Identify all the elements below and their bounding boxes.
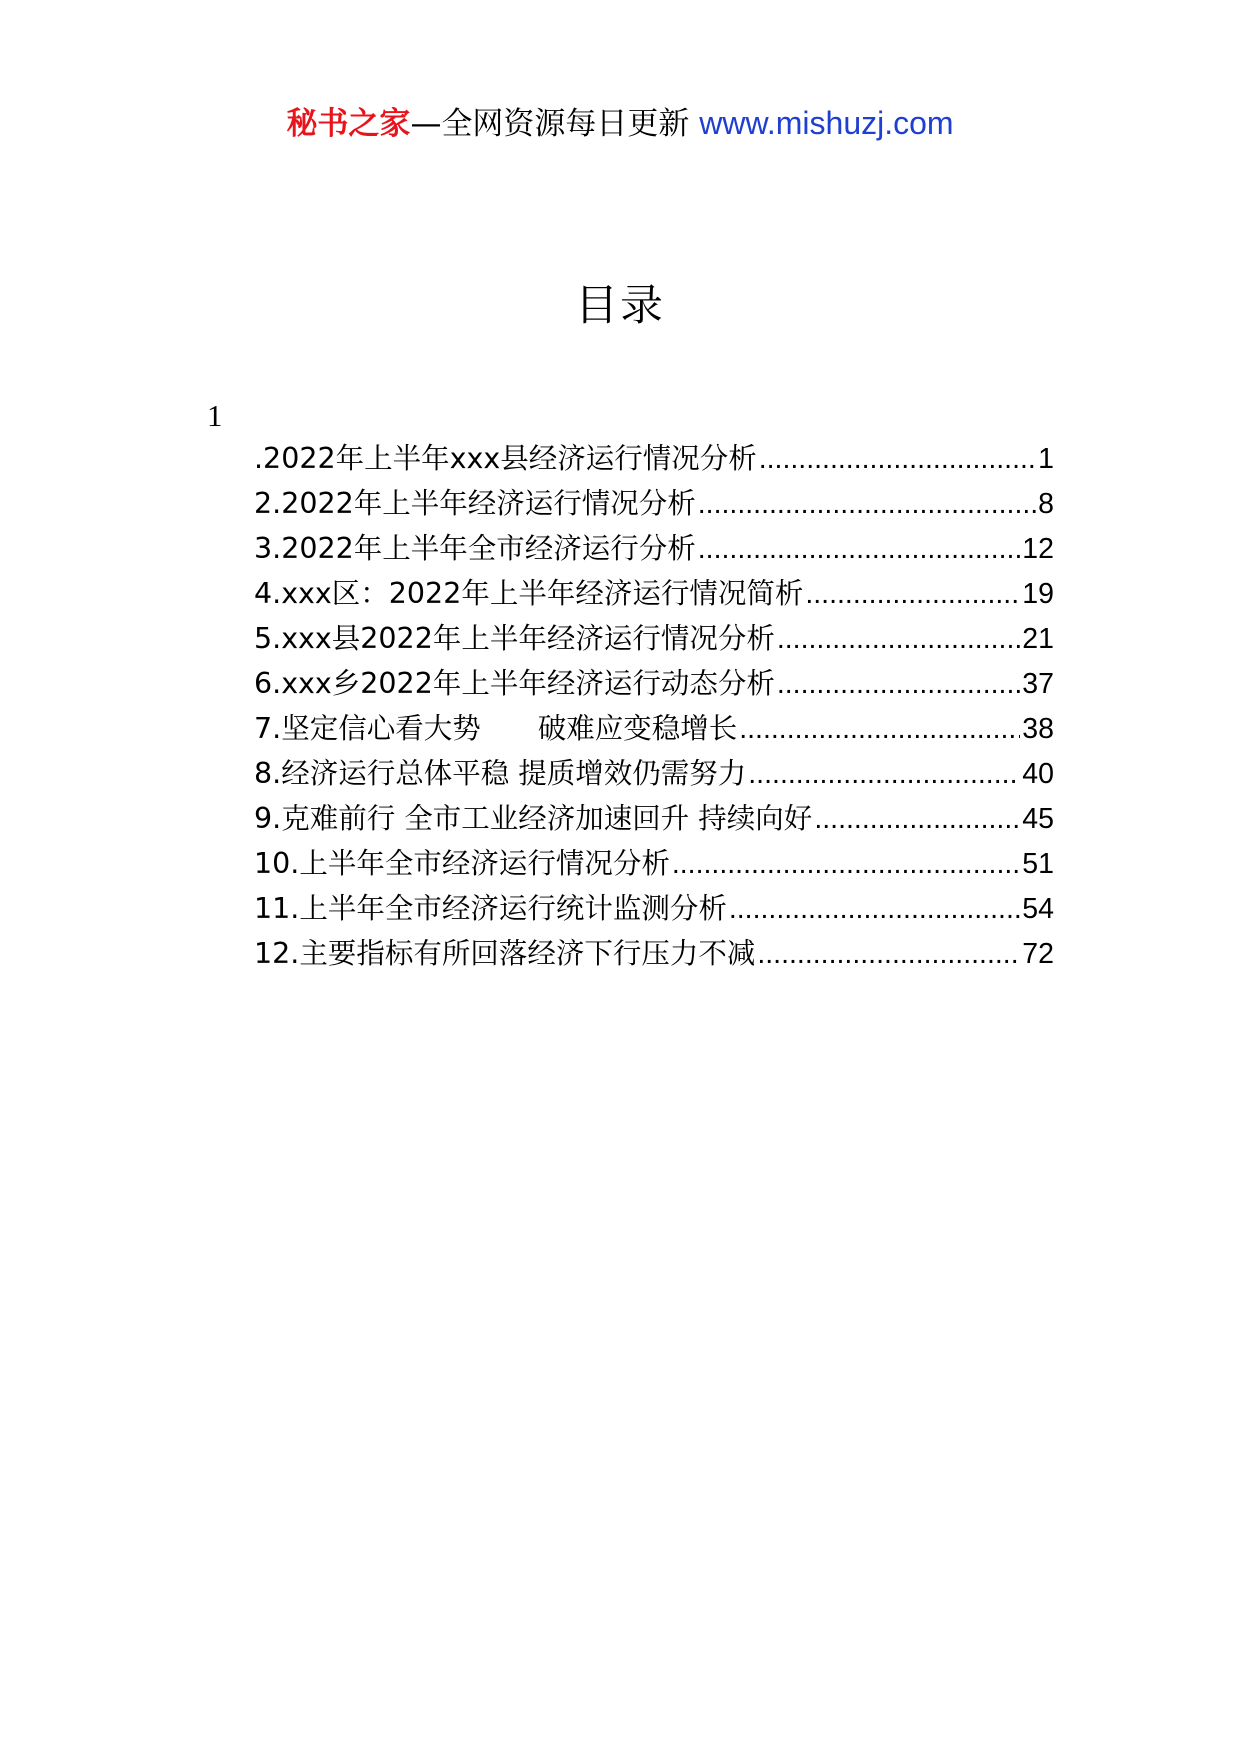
toc-entry-title: 11.上半年全市经济运行统计监测分析 [254, 892, 727, 925]
dot-leader [777, 617, 1020, 661]
site-header [0, 100, 1240, 147]
toc-entry[interactable] [254, 616, 1054, 661]
dot-leader [698, 527, 1021, 571]
toc-entry-title: 10.上半年全市经济运行情况分析 [254, 847, 670, 880]
toc-entry[interactable] [254, 661, 1054, 706]
toc-entry-title: 5.xxx县2022年上半年经济运行情况分析 [254, 622, 775, 655]
toc-entry-title: 12.主要指标有所回落经济下行压力不减 [254, 937, 756, 970]
toc-entry[interactable] [254, 706, 1054, 751]
toc-page-number: 19 [1022, 578, 1054, 610]
toc-page-number: 1 [1038, 443, 1054, 475]
dot-leader [805, 572, 1020, 616]
toc-entry-title: 3.2022年上半年全市经济运行分析 [254, 532, 696, 565]
toc-entry[interactable] [254, 841, 1054, 886]
brand-name: 秘书之家 [286, 106, 411, 142]
dot-leader [757, 932, 1020, 976]
toc-page-number: 38 [1022, 713, 1054, 745]
stray-number: 1 [207, 398, 223, 433]
toc-entry[interactable] [254, 796, 1054, 841]
toc-page-number: 8 [1038, 488, 1054, 520]
toc-page-number: 54 [1022, 893, 1054, 925]
toc-page-number: 45 [1022, 803, 1054, 835]
toc-entry-title: 2.2022年上半年经济运行情况分析 [254, 487, 696, 520]
toc-entry[interactable] [254, 481, 1054, 526]
toc-page-number: 12 [1022, 533, 1054, 565]
toc-entry[interactable] [254, 526, 1054, 571]
dot-leader [698, 482, 1036, 526]
toc-page-number: 51 [1022, 848, 1054, 880]
toc-entry-title: 8.经济运行总体平稳 提质增效仍需努力 [254, 757, 747, 790]
toc-entry[interactable] [254, 931, 1054, 976]
dot-leader [759, 437, 1036, 481]
toc-entry[interactable] [254, 436, 1054, 481]
dot-leader [748, 752, 1020, 796]
table-of-contents [254, 436, 1054, 976]
dot-leader [814, 797, 1020, 841]
toc-entry-title: 4.xxx区：2022年上半年经济运行情况简析 [254, 577, 804, 610]
dot-leader [777, 662, 1020, 706]
toc-entry-title: 7.坚定信心看大势 破难应变稳增长 [254, 712, 738, 745]
toc-entry[interactable] [254, 886, 1054, 931]
dot-leader [739, 707, 1020, 751]
toc-entry-title: 9.克难前行 全市工业经济加速回升 持续向好 [254, 802, 813, 835]
toc-entry[interactable] [254, 751, 1054, 796]
toc-page-number: 21 [1022, 623, 1054, 655]
dot-leader [729, 887, 1020, 931]
toc-entry[interactable] [254, 571, 1054, 616]
toc-entry-title: .2022年上半年xxx县经济运行情况分析 [254, 442, 757, 475]
site-url-link[interactable]: www.mishuzj.com [699, 105, 954, 141]
site-tagline: —全网资源每日更新 [410, 106, 690, 142]
toc-page-number: 72 [1022, 938, 1054, 970]
document-title: 目录 [575, 281, 665, 331]
dot-leader [672, 842, 1020, 886]
toc-page-number: 40 [1022, 758, 1054, 790]
toc-page-number: 37 [1022, 668, 1054, 700]
toc-entry-title: 6.xxx乡2022年上半年经济运行动态分析 [254, 667, 775, 700]
